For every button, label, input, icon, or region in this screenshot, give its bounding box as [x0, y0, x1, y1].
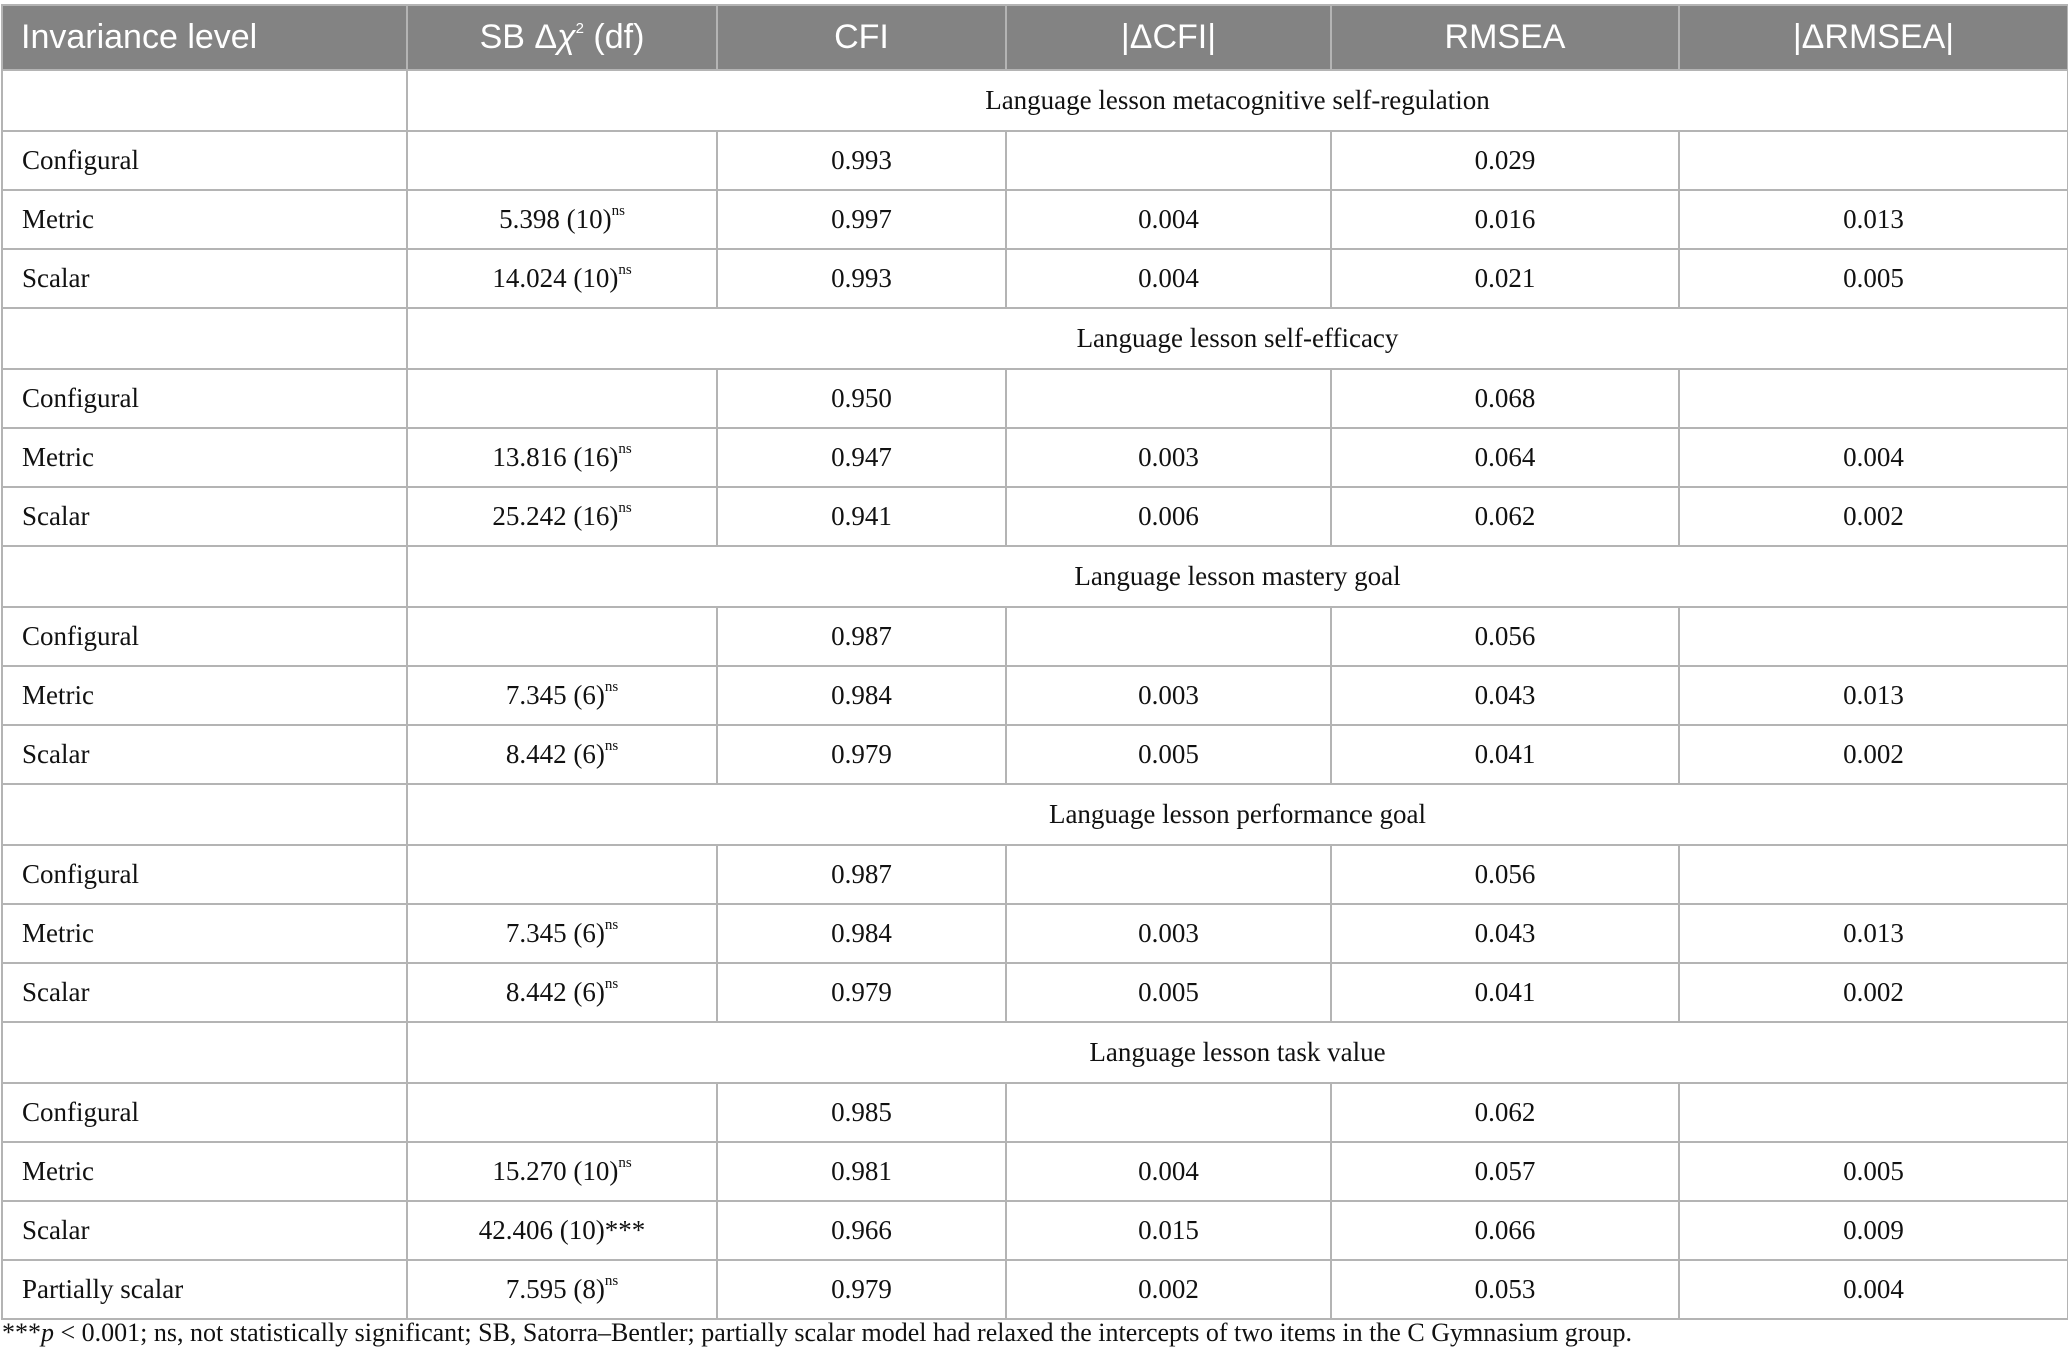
- cfi-cell: 0.993: [717, 131, 1006, 190]
- cfi-cell: 0.987: [717, 607, 1006, 666]
- table-header: [2, 5, 2068, 70]
- table-row: [2, 963, 2068, 1022]
- sb-value: 15.270 (10): [492, 1156, 619, 1186]
- delta-cfi-cell: 0.015: [1006, 1201, 1331, 1260]
- group-spacer-cell: [2, 546, 407, 607]
- table-row: [2, 190, 2068, 249]
- group-header-row: [2, 784, 2068, 845]
- group-header-row: [2, 308, 2068, 369]
- delta-cfi-cell: [1006, 607, 1331, 666]
- group-header-row: [2, 70, 2068, 131]
- delta-rmsea-cell: [1679, 607, 2068, 666]
- cfi-cell: 0.941: [717, 487, 1006, 546]
- delta-rmsea-cell: 0.004: [1679, 428, 2068, 487]
- invariance-level-cell: Configural: [2, 131, 407, 190]
- header-chi-symbol: χ: [557, 18, 576, 56]
- rmsea-cell: 0.064: [1331, 428, 1679, 487]
- invariance-level-cell: Scalar: [2, 725, 407, 784]
- group-spacer-cell: [2, 784, 407, 845]
- group-title: Language lesson mastery goal: [407, 546, 2068, 607]
- sb-chi-square-cell: [407, 1142, 717, 1201]
- sb-value: 14.024 (10): [492, 263, 619, 293]
- cfi-cell: 0.979: [717, 1260, 1006, 1319]
- table-row: [2, 369, 2068, 428]
- header-delta-cfi: |ΔCFI|: [1006, 5, 1331, 70]
- delta-rmsea-cell: [1679, 1083, 2068, 1142]
- invariance-level-cell: Configural: [2, 607, 407, 666]
- cfi-cell: 0.979: [717, 725, 1006, 784]
- significance-marker: ns: [618, 500, 632, 516]
- rmsea-cell: 0.043: [1331, 666, 1679, 725]
- invariance-level-cell: Scalar: [2, 1201, 407, 1260]
- sb-value: 8.442 (6): [505, 977, 605, 1007]
- sb-chi-square-cell: [407, 428, 717, 487]
- table-row: [2, 725, 2068, 784]
- header-row: [2, 5, 2068, 70]
- sb-value: 7.345 (6): [505, 918, 605, 948]
- cfi-cell: 0.984: [717, 666, 1006, 725]
- significance-marker: ns: [604, 679, 619, 695]
- sb-chi-square-cell: [407, 131, 717, 190]
- delta-rmsea-cell: 0.002: [1679, 487, 2068, 546]
- significance-marker: ns: [604, 976, 619, 992]
- rmsea-cell: 0.041: [1331, 963, 1679, 1022]
- rmsea-cell: 0.068: [1331, 369, 1679, 428]
- sb-chi-square-cell: [407, 369, 717, 428]
- cfi-cell: 0.947: [717, 428, 1006, 487]
- group-title: Language lesson performance goal: [407, 784, 2068, 845]
- cfi-cell: 0.950: [717, 369, 1006, 428]
- cfi-cell: 0.997: [717, 190, 1006, 249]
- table-row: [2, 1142, 2068, 1201]
- delta-rmsea-cell: 0.005: [1679, 249, 2068, 308]
- rmsea-cell: 0.062: [1331, 487, 1679, 546]
- header-sb-chi-square: [407, 5, 717, 70]
- sb-chi-square-cell: [407, 904, 717, 963]
- invariance-level-cell: Scalar: [2, 487, 407, 546]
- group-title: Language lesson self-efficacy: [407, 308, 2068, 369]
- sb-chi-square-cell: [407, 249, 717, 308]
- invariance-level-cell: Metric: [2, 904, 407, 963]
- significance-marker: ns: [604, 917, 619, 933]
- table-body: [2, 70, 2068, 1319]
- table-footnote: [2, 1318, 2062, 1348]
- significance-marker: ns: [604, 738, 619, 754]
- delta-cfi-cell: [1006, 845, 1331, 904]
- rmsea-cell: 0.066: [1331, 1201, 1679, 1260]
- delta-cfi-cell: 0.002: [1006, 1260, 1331, 1319]
- table-row: [2, 1083, 2068, 1142]
- delta-cfi-cell: 0.003: [1006, 904, 1331, 963]
- header-invariance-level: Invariance level: [2, 5, 407, 70]
- significance-marker: ns: [618, 1155, 632, 1171]
- sb-value: 42.406 (10)***: [478, 1215, 646, 1245]
- rmsea-cell: 0.029: [1331, 131, 1679, 190]
- significance-marker: ns: [618, 441, 632, 457]
- rmsea-cell: 0.021: [1331, 249, 1679, 308]
- footnote-stars: ***: [2, 1318, 41, 1347]
- delta-cfi-cell: 0.005: [1006, 963, 1331, 1022]
- header-rmsea: RMSEA: [1331, 5, 1679, 70]
- delta-rmsea-cell: 0.004: [1679, 1260, 2068, 1319]
- group-spacer-cell: [2, 1022, 407, 1083]
- delta-rmsea-cell: 0.009: [1679, 1201, 2068, 1260]
- table-row: [2, 607, 2068, 666]
- delta-rmsea-cell: [1679, 131, 2068, 190]
- sb-chi-square-cell: [407, 963, 717, 1022]
- significance-marker: ns: [618, 262, 632, 278]
- delta-rmsea-cell: 0.013: [1679, 904, 2068, 963]
- sb-value: 7.595 (8): [505, 1274, 605, 1304]
- delta-rmsea-cell: 0.013: [1679, 190, 2068, 249]
- delta-cfi-cell: 0.004: [1006, 249, 1331, 308]
- table-row: [2, 666, 2068, 725]
- sb-chi-square-cell: [407, 487, 717, 546]
- significance-marker: ns: [611, 203, 625, 219]
- table-row: [2, 131, 2068, 190]
- rmsea-cell: 0.056: [1331, 845, 1679, 904]
- rmsea-cell: 0.062: [1331, 1083, 1679, 1142]
- rmsea-cell: 0.041: [1331, 725, 1679, 784]
- header-delta-rmsea: |ΔRMSEA|: [1679, 5, 2068, 70]
- rmsea-cell: 0.016: [1331, 190, 1679, 249]
- sb-value: 8.442 (6): [505, 739, 605, 769]
- table-row: [2, 904, 2068, 963]
- table-row: [2, 1201, 2068, 1260]
- delta-cfi-cell: [1006, 369, 1331, 428]
- table-row: [2, 1260, 2068, 1319]
- invariance-level-cell: Configural: [2, 845, 407, 904]
- group-header-row: [2, 1022, 2068, 1083]
- cfi-cell: 0.981: [717, 1142, 1006, 1201]
- rmsea-cell: 0.057: [1331, 1142, 1679, 1201]
- cfi-cell: 0.985: [717, 1083, 1006, 1142]
- sb-chi-square-cell: [407, 1083, 717, 1142]
- invariance-level-cell: Partially scalar: [2, 1260, 407, 1319]
- invariance-table: [1, 4, 2068, 1320]
- table-row: [2, 428, 2068, 487]
- group-title: Language lesson task value: [407, 1022, 2068, 1083]
- cfi-cell: 0.966: [717, 1201, 1006, 1260]
- sb-value: 5.398 (10): [499, 204, 612, 234]
- sb-chi-square-cell: [407, 1260, 717, 1319]
- invariance-level-cell: Configural: [2, 1083, 407, 1142]
- cfi-cell: 0.987: [717, 845, 1006, 904]
- delta-cfi-cell: [1006, 131, 1331, 190]
- sb-chi-square-cell: [407, 1201, 717, 1260]
- table-row: [2, 845, 2068, 904]
- delta-rmsea-cell: [1679, 369, 2068, 428]
- delta-cfi-cell: 0.003: [1006, 428, 1331, 487]
- delta-cfi-cell: 0.003: [1006, 666, 1331, 725]
- sb-value: 25.242 (16): [492, 501, 619, 531]
- delta-cfi-cell: 0.004: [1006, 190, 1331, 249]
- sb-chi-square-cell: [407, 666, 717, 725]
- delta-cfi-cell: 0.004: [1006, 1142, 1331, 1201]
- invariance-level-cell: Metric: [2, 666, 407, 725]
- sb-chi-square-cell: [407, 725, 717, 784]
- sb-chi-square-cell: [407, 607, 717, 666]
- header-cfi: CFI: [717, 5, 1006, 70]
- footnote-text: < 0.001; ns, not statistically significant; SB, Satorra–Bentler; partially scalar model had relaxed the intercepts of two items in the C Gymnasium group.: [54, 1318, 1632, 1347]
- delta-rmsea-cell: 0.002: [1679, 963, 2068, 1022]
- delta-cfi-cell: [1006, 1083, 1331, 1142]
- sb-value: 13.816 (16): [492, 442, 619, 472]
- rmsea-cell: 0.043: [1331, 904, 1679, 963]
- invariance-level-cell: Metric: [2, 428, 407, 487]
- invariance-level-cell: Metric: [2, 1142, 407, 1201]
- header-chi-superscript: 2: [575, 19, 584, 37]
- header-df: (df): [583, 18, 645, 56]
- cfi-cell: 0.979: [717, 963, 1006, 1022]
- rmsea-cell: 0.053: [1331, 1260, 1679, 1319]
- cfi-cell: 0.993: [717, 249, 1006, 308]
- invariance-level-cell: Configural: [2, 369, 407, 428]
- group-spacer-cell: [2, 70, 407, 131]
- header-sb-prefix: SB Δ: [479, 18, 558, 56]
- delta-rmsea-cell: 0.005: [1679, 1142, 2068, 1201]
- sb-chi-square-cell: [407, 190, 717, 249]
- delta-cfi-cell: 0.005: [1006, 725, 1331, 784]
- delta-cfi-cell: 0.006: [1006, 487, 1331, 546]
- invariance-level-cell: Metric: [2, 190, 407, 249]
- cfi-cell: 0.984: [717, 904, 1006, 963]
- group-title: Language lesson metacognitive self-regulation: [407, 70, 2068, 131]
- invariance-level-cell: Scalar: [2, 249, 407, 308]
- delta-rmsea-cell: 0.002: [1679, 725, 2068, 784]
- group-header-row: [2, 546, 2068, 607]
- rmsea-cell: 0.056: [1331, 607, 1679, 666]
- significance-marker: ns: [604, 1273, 619, 1289]
- invariance-level-cell: Scalar: [2, 963, 407, 1022]
- group-spacer-cell: [2, 308, 407, 369]
- table-row: [2, 249, 2068, 308]
- table-row: [2, 487, 2068, 546]
- delta-rmsea-cell: 0.013: [1679, 666, 2068, 725]
- delta-rmsea-cell: [1679, 845, 2068, 904]
- sb-value: 7.345 (6): [505, 680, 605, 710]
- footnote-p: p: [41, 1318, 54, 1347]
- sb-chi-square-cell: [407, 845, 717, 904]
